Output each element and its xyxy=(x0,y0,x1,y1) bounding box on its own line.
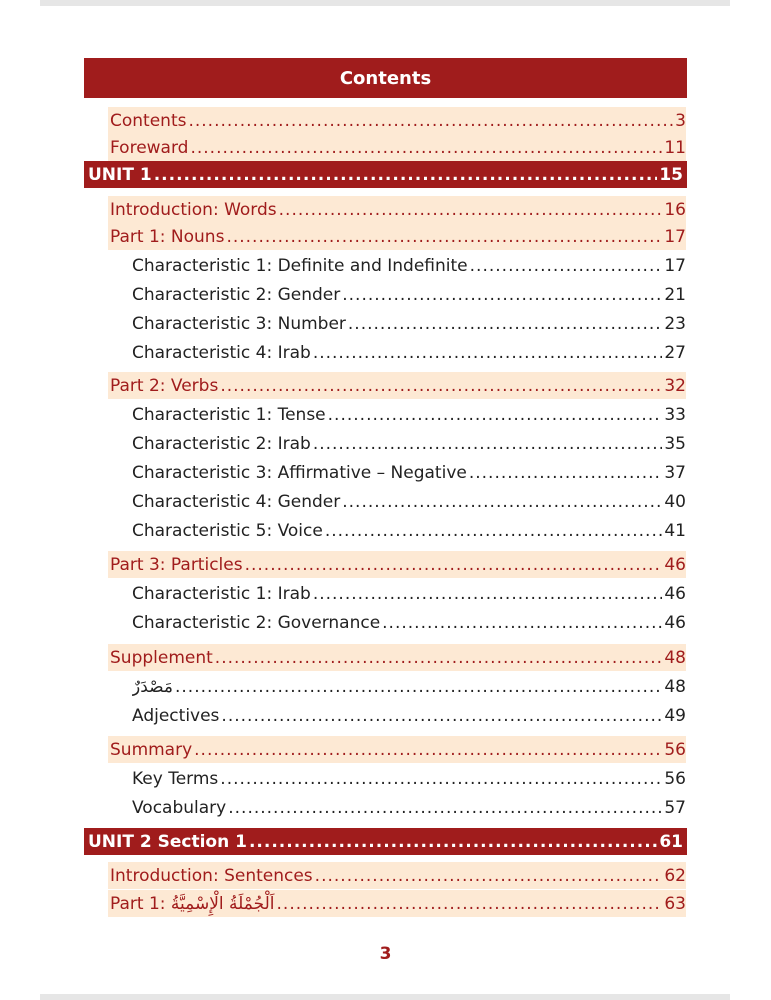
toc-entry-page: 33 xyxy=(664,404,686,425)
toc-entry-page: 16 xyxy=(664,199,686,220)
viewer-bottom-bar xyxy=(40,994,730,1000)
toc-section-row[interactable] xyxy=(108,134,686,161)
toc-dot-leader xyxy=(313,343,663,363)
toc-dot-leader xyxy=(175,677,662,697)
toc-entry-page: 46 xyxy=(664,554,686,575)
toc-entry-label: Characteristic 2: Gender xyxy=(132,284,341,305)
toc-entry-page: 17 xyxy=(664,226,686,247)
toc-dot-leader xyxy=(190,138,662,158)
toc-section-row[interactable] xyxy=(108,196,686,223)
toc-dot-leader xyxy=(469,463,663,483)
toc-entry-label: Characteristic 4: Gender xyxy=(132,491,341,512)
toc-subsection-row[interactable] xyxy=(132,488,686,515)
toc-dot-leader xyxy=(220,769,662,789)
toc-entry-label: Vocabulary xyxy=(132,797,227,818)
toc-dot-leader xyxy=(279,200,663,220)
toc-subsection-row[interactable] xyxy=(132,459,686,486)
toc-entry-label: Characteristic 1: Irab xyxy=(132,583,311,604)
toc-entry-page: 63 xyxy=(664,893,686,914)
page-number: 3 xyxy=(379,944,392,964)
toc-entry-page: 48 xyxy=(664,647,686,668)
toc-entry-label: Characteristic 1: Tense xyxy=(132,404,326,425)
toc-subsection-row[interactable] xyxy=(132,430,686,457)
toc-entry-page: 11 xyxy=(664,137,686,158)
toc-dot-leader xyxy=(325,521,663,541)
viewer-top-bar xyxy=(40,0,730,6)
toc-dot-leader xyxy=(220,376,662,396)
toc-entry-label: Characteristic 5: Voice xyxy=(132,520,323,541)
toc-dot-leader xyxy=(226,227,662,247)
toc-section-row[interactable] xyxy=(108,107,686,134)
toc-entry-label: Part 1: اَلْجُمْلَةُ الْإِسْمِيَّةُ xyxy=(110,893,275,914)
toc-section-row[interactable] xyxy=(108,862,686,889)
toc-entry-page: 23 xyxy=(664,313,686,334)
toc-subsection-row[interactable] xyxy=(132,702,686,729)
toc-entry-label: UNIT 2 Section 1 xyxy=(88,831,247,852)
toc-entry-label: Part 2: Verbs xyxy=(110,375,219,396)
toc-entry-page: 37 xyxy=(664,462,686,483)
toc-subsection-row[interactable] xyxy=(132,339,686,366)
toc-entry-label: Foreward xyxy=(110,137,189,158)
toc-entry-page: 35 xyxy=(664,433,686,454)
toc-entry-label: Characteristic 3: Number xyxy=(132,313,346,334)
toc-entry-label: Part 1: Nouns xyxy=(110,226,225,247)
toc-unit-row[interactable] xyxy=(84,828,687,855)
toc-dot-leader xyxy=(188,111,673,131)
toc-entry-label: Summary xyxy=(110,739,193,760)
toc-entry-page: 57 xyxy=(664,797,686,818)
toc-entry-page: 61 xyxy=(659,831,683,852)
toc-entry-label: UNIT 1 xyxy=(88,164,152,185)
toc-entry-page: 56 xyxy=(664,739,686,760)
toc-dot-leader xyxy=(313,434,663,454)
toc-dot-leader xyxy=(154,165,658,185)
toc-entry-page: 46 xyxy=(664,583,686,604)
toc-entry-label: Introduction: Words xyxy=(110,199,277,220)
toc-section-row[interactable] xyxy=(108,223,686,250)
toc-section-row[interactable] xyxy=(108,372,686,399)
toc-subsection-row[interactable] xyxy=(132,765,686,792)
toc-dot-leader xyxy=(249,832,657,852)
toc-entry-page: 46 xyxy=(664,612,686,633)
toc-subsection-row[interactable] xyxy=(132,517,686,544)
toc-entry-label: مَصْدَرٌ xyxy=(132,676,173,697)
toc-dot-leader xyxy=(470,256,663,276)
toc-dot-leader xyxy=(342,492,662,512)
toc-subsection-row[interactable] xyxy=(132,580,686,607)
toc-entry-label: Characteristic 2: Irab xyxy=(132,433,311,454)
toc-entry-label: Adjectives xyxy=(132,705,220,726)
toc-entry-label: Part 3: Particles xyxy=(110,554,243,575)
toc-entry-page: 15 xyxy=(659,164,683,185)
toc-dot-leader xyxy=(342,285,662,305)
toc-entry-label: Contents xyxy=(110,110,187,131)
toc-section-row[interactable] xyxy=(108,551,686,578)
toc-dot-leader xyxy=(328,405,663,425)
toc-entry-page: 48 xyxy=(664,676,686,697)
toc-section-row[interactable] xyxy=(108,890,686,917)
toc-entry-label: Characteristic 2: Governance xyxy=(132,612,381,633)
toc-dot-leader xyxy=(221,706,662,726)
toc-section-row[interactable] xyxy=(108,736,686,763)
toc-entry-page: 62 xyxy=(664,865,686,886)
toc-entry-page: 3 xyxy=(675,110,686,131)
toc-subsection-row[interactable] xyxy=(132,281,686,308)
toc-entry-label: Characteristic 4: Irab xyxy=(132,342,311,363)
toc-entry-label: Supplement xyxy=(110,647,213,668)
toc-subsection-row[interactable] xyxy=(132,609,686,636)
toc-dot-leader xyxy=(348,314,662,334)
toc-entry-page: 32 xyxy=(664,375,686,396)
toc-section-row[interactable] xyxy=(108,644,686,671)
toc-entry-label: Introduction: Sentences xyxy=(110,865,313,886)
toc-dot-leader xyxy=(194,740,662,760)
toc-unit-row[interactable] xyxy=(84,161,687,188)
toc-subsection-row[interactable] xyxy=(132,794,686,821)
toc-dot-leader xyxy=(313,584,663,604)
toc-entry-page: 49 xyxy=(664,705,686,726)
toc-entry-label: Key Terms xyxy=(132,768,219,789)
toc-subsection-row[interactable] xyxy=(132,310,686,337)
toc-subsection-row[interactable] xyxy=(132,673,686,700)
toc-dot-leader xyxy=(277,894,663,914)
toc-subsection-row[interactable] xyxy=(132,401,686,428)
toc-entry-page: 56 xyxy=(664,768,686,789)
toc-dot-leader xyxy=(215,648,663,668)
toc-entry-page: 17 xyxy=(664,255,686,276)
toc-entry-page: 41 xyxy=(664,520,686,541)
toc-entry-label: Characteristic 1: Definite and Indefinite xyxy=(132,255,468,276)
toc-entry-label: Characteristic 3: Affirmative – Negative xyxy=(132,462,467,483)
toc-dot-leader xyxy=(315,866,663,886)
toc-dot-leader xyxy=(382,613,662,633)
toc-entry-page: 21 xyxy=(664,284,686,305)
toc-dot-leader xyxy=(228,798,662,818)
toc-entry-page: 27 xyxy=(664,342,686,363)
toc-dot-leader xyxy=(245,555,663,575)
toc-subsection-row[interactable] xyxy=(132,252,686,279)
toc-entry-page: 40 xyxy=(664,491,686,512)
contents-title: Contents xyxy=(84,58,687,98)
